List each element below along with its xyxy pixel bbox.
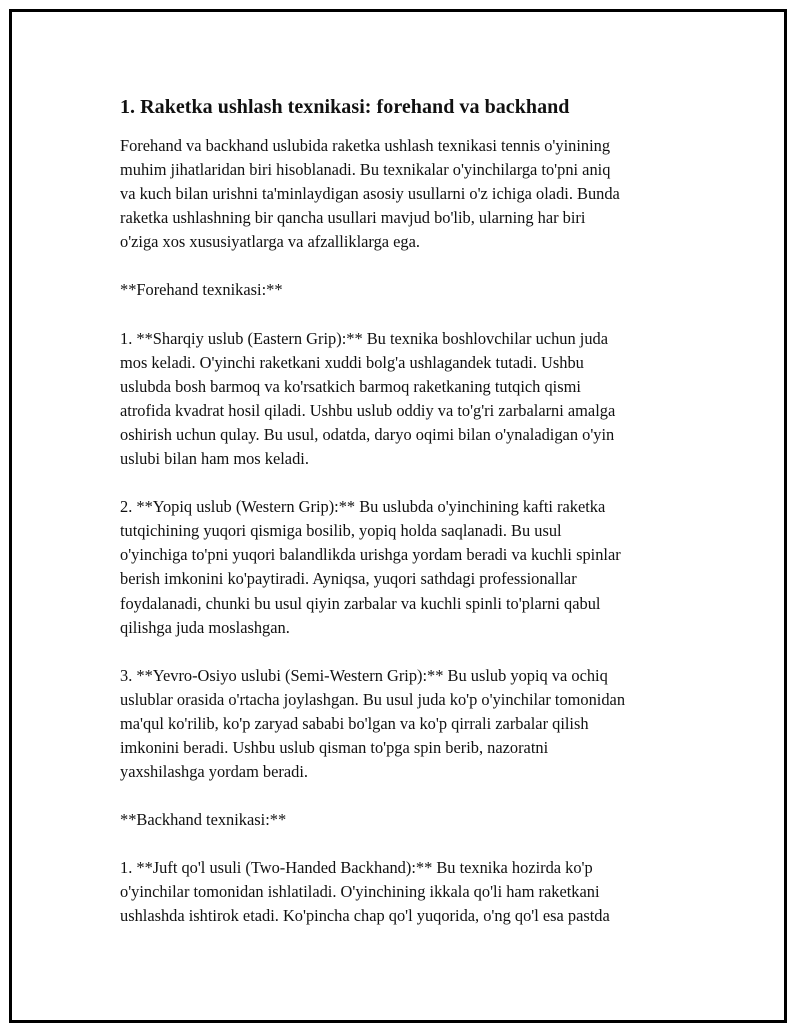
section-heading: 1. Raketka ushlash texnikasi: forehand va backhand [120,96,570,118]
western-grip-paragraph: 2. **Yopiq uslub (Western Grip):** Bu uslubda o'yinchining kafti raketka tutqichining yuqori qismiga bosilib, yopiq holda saqlanadi. Bu usul o'yinchiga to'pni yuqori balandlikda urishga yordam beradi va kuchli spinlar berish imkonini ko'paytiradi. Ayniqsa, yuqori sathdagi professionallar foydalanadi, chunki bu usul qiyin zarbalar va kuchli spinli to'plarni qabul qilishga juda moslashgan. [120,497,621,637]
document-body [120,92,710,953]
eastern-grip-paragraph: 1. **Sharqiy uslub (Eastern Grip):** Bu texnika boshlovchilar uchun juda mos keladi. O'yinchi raketkani xuddi bolg'a ushlagandek tutadi. Ushbu uslubda bosh barmoq va ko'rsatkich barmoq raketkaning tutqich qismi atrofida kvadrat hosil qiladi. Ushbu uslub oddiy va to'g'ri zarbalarni amalga oshirish uchun qulay. Bu usul, odatda, daryo oqimi bilan o'ynaladigan o'yin uslubi bilan ham mos keladi. [120,328,616,469]
page-frame [9,9,787,1023]
backhand-subheading: **Backhand texnikasi:** [120,810,287,830]
two-handed-backhand-paragraph: 1. **Juft qo'l usuli (Two-Handed Backhand):** Bu texnika hozirda ko'p o'yinchilar tomonidan ishlatiladi. O'yinchining ikkala qo'li ham raketkani ushlashda ishtirok etadi. Ko'pincha chap qo'l yuqorida, o'ng qo'l esa pastda [120,858,610,926]
intro-paragraph: Forehand va backhand uslubida raketka ushlash texnikasi tennis o'yinining muhim jihatlaridan biri hisoblanadi. Bu texnikalar o'yinchilarga to'pni aniq va kuch bilan urishni ta'minlaydigan asosiy usullarni o'z ichiga oladi. Bunda raketka ushlashning bir qancha usullari mavjud bo'lib, ularning har biri o'ziga xos xususiyatlarga va afzalliklarga ega. [120,136,620,252]
semi-western-grip-paragraph: 3. **Yevro-Osiyo uslubi (Semi-Western Grip):** Bu uslub yopiq va ochiq uslublar orasida o'rtacha joylashgan. Bu usul juda ko'p o'yinchilar tomonidan ma'qul ko'rilib, ko'p zaryad sababi bo'lgan va ko'p qirrali zarbalar qilish imkonini beradi. Ushbu uslub qisman to'pga spin berib, nazoratni yaxshilashga yordam beradi. [120,665,626,782]
forehand-subheading: **Forehand texnikasi:** [120,280,283,300]
